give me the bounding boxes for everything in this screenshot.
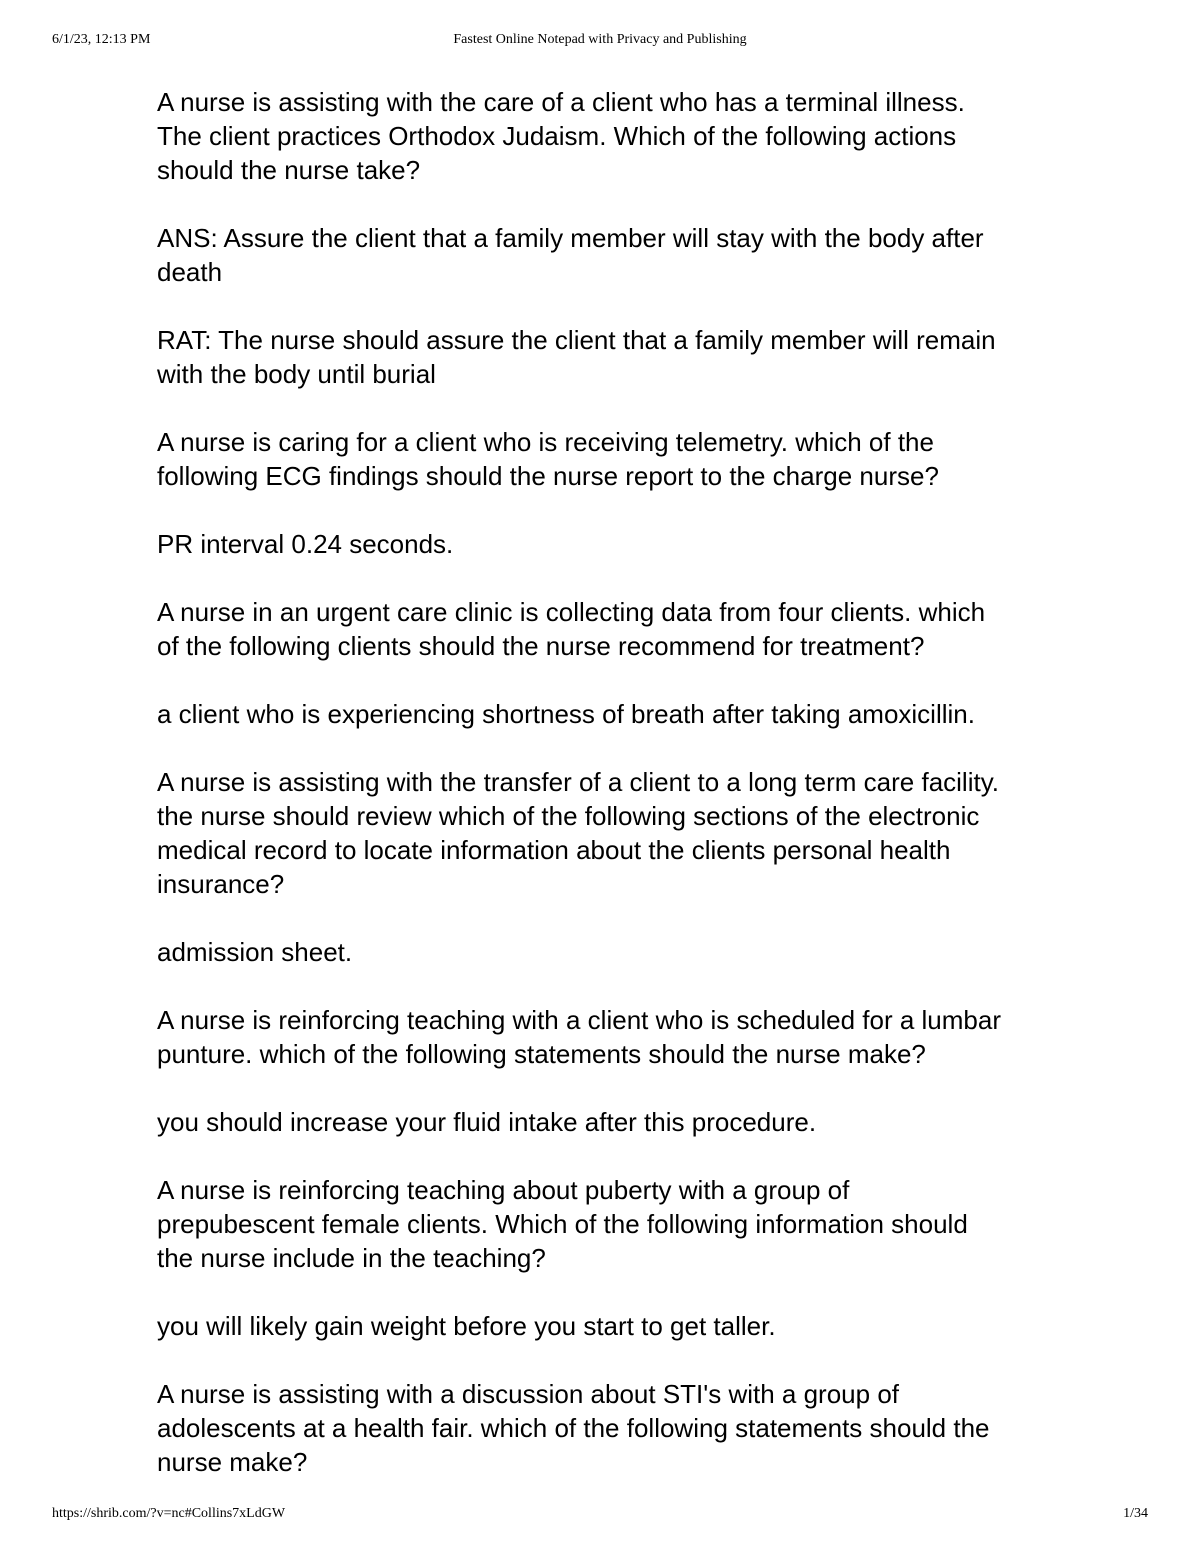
paragraph-answer-6: you will likely gain weight before you start to get taller.: [157, 1311, 776, 1341]
notepad-content: [157, 85, 1147, 1513]
paragraph-question-6: A nurse is reinforcing teaching about puberty with a group of prepubescent female clients. Which of the following information should the nurse include in the teaching?: [157, 1175, 968, 1273]
paragraph-answer-2: PR interval 0.24 seconds.: [157, 529, 454, 559]
paragraph-answer-5: you should increase your fluid intake after this procedure.: [157, 1107, 817, 1137]
paragraph-question-1: A nurse is assisting with the care of a client who has a terminal illness. The client practices Orthodox Judaism. Which of the following actions should the nurse take?: [157, 87, 965, 185]
page-url: https://shrib.com/?v=nc#Collins7xLdGW: [52, 1506, 286, 1521]
paragraph-question-5: A nurse is reinforcing teaching with a client who is scheduled for a lumbar punture. which of the following statements should the nurse make?: [157, 1005, 1001, 1069]
paragraph-question-4: A nurse is assisting with the transfer of a client to a long term care facility. the nurse should review which of the following sections of the electronic medical record to locate information about the clients personal health insurance?: [157, 767, 1000, 899]
paragraph-answer-1: ANS: Assure the client that a family member will stay with the body after death: [157, 223, 984, 287]
paragraph-question-3: A nurse in an urgent care clinic is collecting data from four clients. which of the following clients should the nurse recommend for treatment?: [157, 597, 986, 661]
print-header: [0, 32, 1200, 48]
paragraph-rationale-1: RAT: The nurse should assure the client that a family member will remain with the body until burial: [157, 325, 996, 389]
print-footer: [0, 1506, 1200, 1522]
page-title: Fastest Online Notepad with Privacy and Publishing: [453, 32, 747, 47]
print-datetime: 6/1/23, 12:13 PM: [52, 32, 151, 47]
paragraph-answer-4: admission sheet.: [157, 937, 353, 967]
page-number: 1/34: [1123, 1506, 1148, 1521]
paragraph-answer-3: a client who is experiencing shortness of breath after taking amoxicillin.: [157, 699, 975, 729]
paragraph-question-7: A nurse is assisting with a discussion about STI's with a group of adolescents at a health fair. which of the following statements should the nurse make?: [157, 1379, 990, 1477]
paragraph-question-2: A nurse is caring for a client who is receiving telemetry. which of the following ECG findings should the nurse report to the charge nurse?: [157, 427, 939, 491]
